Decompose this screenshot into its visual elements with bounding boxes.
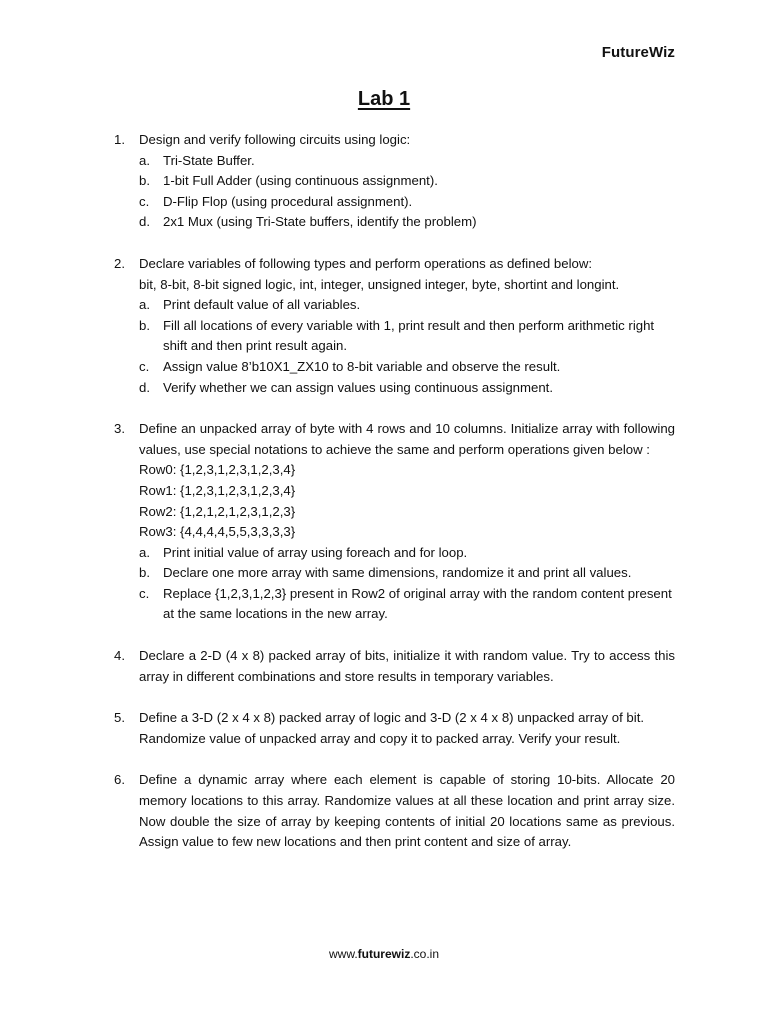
question-4 [114,646,675,687]
sub-item-letter: a. [139,544,150,560]
question-text: Define an unpacked array of byte with 4 rows and 10 columns. Initialize array with following values, use special notations to achieve the same and perform operations given below : [139,421,675,457]
array-row: Row2: {1,2,1,2,1,2,3,1,2,3} [139,503,296,519]
sub-item-letter: b. [139,173,150,189]
sub-item [139,378,675,399]
sub-item-text: 1-bit Full Adder (using continuous assignment). [163,173,438,189]
question-number: 2. [114,255,125,271]
brand-name: FutureWiz [601,44,675,61]
sub-item-text: Print default value of all variables. [163,297,361,313]
question-number: 4. [114,648,125,664]
footer-url[interactable] [0,947,768,961]
sub-item [139,584,675,625]
question-1 [114,130,675,233]
sub-item-letter: a. [139,152,150,168]
sub-item-text: D-Flip Flop (using procedural assignment). [163,193,413,209]
sub-item [139,543,675,564]
sub-item [139,357,675,378]
question-number: 3. [114,421,125,437]
sub-item [139,563,675,584]
question-number: 6. [114,772,125,788]
sub-item [139,171,675,192]
sub-item-text: 2x1 Mux (using Tri-State buffers, identify the problem) [163,214,477,230]
sub-item-text: Assign value 8’b10X1_ZX10 to 8-bit variable and observe the result. [163,358,561,374]
sub-item [139,212,675,233]
question-text: Define a dynamic array where each element is capable of storing 10-bits. Allocate 20 memory locations to this array. Randomize values at all these location and print array size. Now double the size of array by keeping contents of initial 20 locations same as previous. Assign value to few new locations and then print content and size of array. [139,772,675,850]
sub-item [139,151,675,172]
question-number: 1. [114,132,125,147]
sub-item-text: Print initial value of array using foreach and for loop. [163,544,468,560]
page-title [0,88,768,111]
footer-url-suffix: .co.in [410,947,440,961]
sub-item-letter: c. [139,585,150,601]
question-text: Define a 3-D (2 x 4 x 8) packed array of logic and 3-D (2 x 4 x 8) unpacked array of bit. [139,710,645,726]
sub-item-letter: c. [139,193,150,209]
sub-item [139,192,675,213]
sub-item-letter: b. [139,317,150,333]
question-text: Randomize value of unpacked array and copy it to packed array. Verify your result. [139,730,621,746]
array-row: Row3: {4,4,4,4,5,5,3,3,3,3} [139,524,296,540]
sub-item-text: Fill all locations of every variable with 1, print result and then perform arithmetic right shift and then print result again. [163,317,655,354]
question-text: Declare a 2-D (4 x 8) packed array of bits, initialize it with random value. Try to access this array in different combinations and store results in temporary variables. [139,648,675,684]
array-row: Row0: {1,2,3,1,2,3,1,2,3,4} [139,462,296,478]
sub-item-text: Tri-State Buffer. [163,152,255,168]
question-6 [114,770,675,852]
sub-item-letter: c. [139,358,150,374]
sub-item-text: Replace {1,2,3,1,2,3} present in Row2 of original array with the random content present at the same locations in the new array. [163,585,672,622]
sub-item-text: Declare one more array with same dimensions, randomize it and print all values. [163,565,632,581]
sub-item-text: Verify whether we can assign values using continuous assignment. [163,379,553,395]
question-3 [114,419,675,625]
array-row: Row1: {1,2,3,1,2,3,1,2,3,4} [139,482,296,498]
sub-item-letter: d. [139,214,150,230]
question-text: Declare variables of following types and perform operations as defined below: [139,255,593,271]
question-text: Design and verify following circuits using logic: [139,132,411,147]
question-list [114,130,675,853]
question-number: 5. [114,710,125,726]
sub-item-letter: a. [139,297,150,313]
sub-item-letter: b. [139,565,150,581]
footer-url-domain: futurewiz [357,947,411,961]
sub-item-letter: d. [139,379,150,395]
sub-item [139,316,675,357]
question-text: bit, 8-bit, 8-bit signed logic, int, integer, unsigned integer, byte, shortint and longint. [139,276,620,292]
footer-url-prefix: www. [328,947,358,961]
question-2 [114,254,675,398]
question-5 [114,708,675,749]
page-title-text: Lab 1 [357,88,411,110]
sub-item [139,295,675,316]
